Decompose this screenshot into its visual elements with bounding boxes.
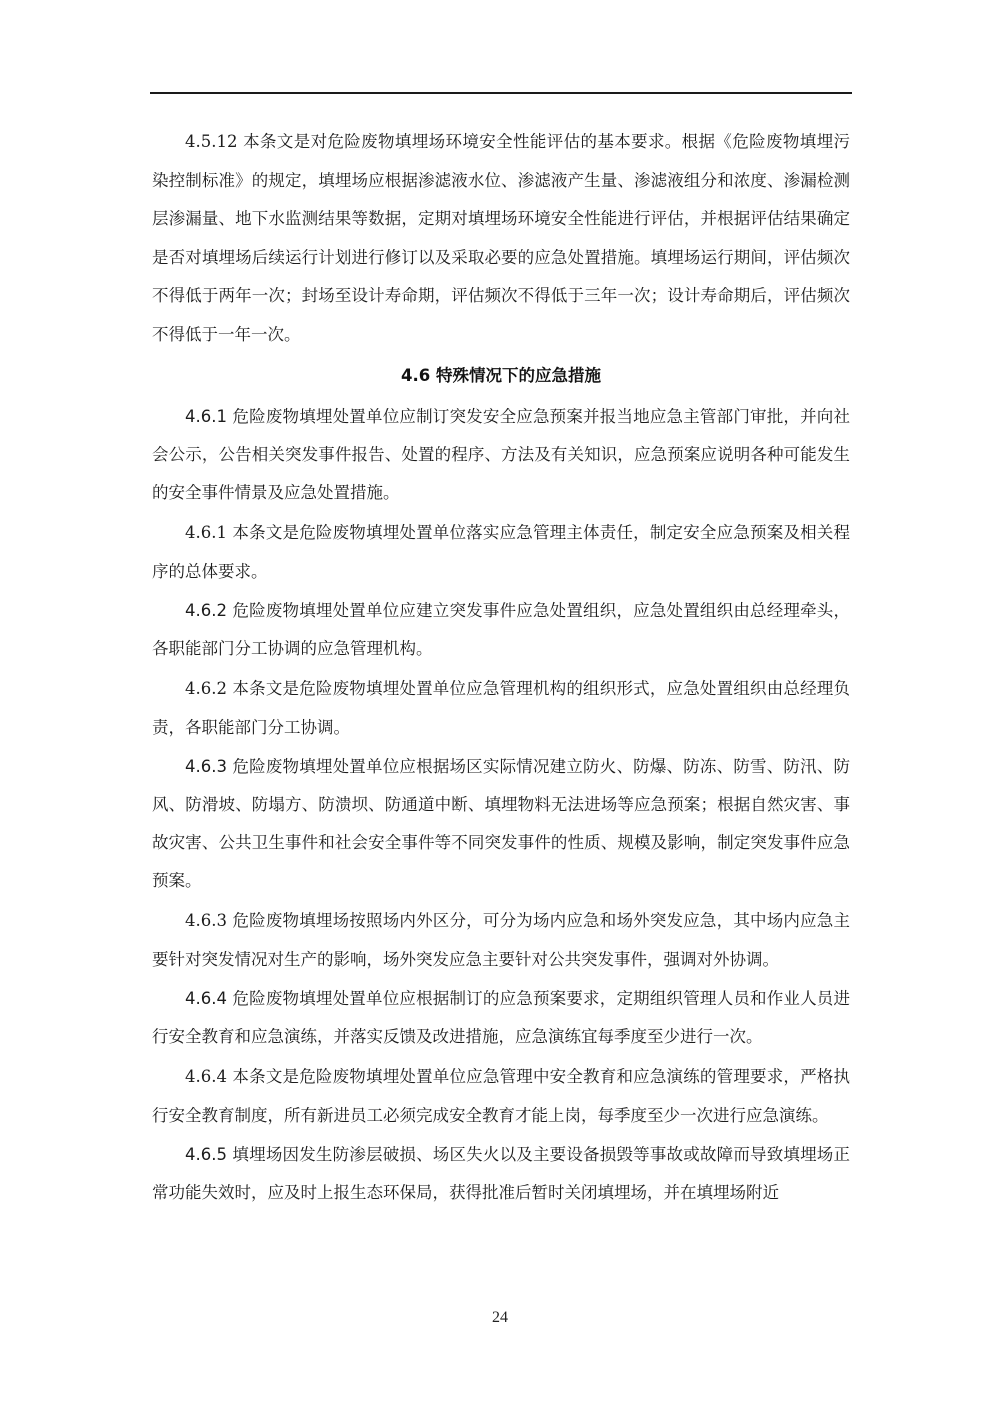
paragraph-4-6-4-commentary: 4.6.4 本条文是危险废物填埋处置单位应急管理中安全教育和应急演练的管理要求，严格执行安全教育制度，所有新进员工必须完成安全教育才能上岗，每季度至少一次进行应急演练。 [152,1067,850,1125]
section-heading-4-6: 4.6 特殊情况下的应急措施 [401,366,601,385]
paragraph-4-6-4: 4.6.4 危险废物填埋处置单位应根据制订的应急预案要求，定期组织管理人员和作业人员进行安全教育和应急演练，并落实反馈及改进措施，应急演练宜每季度至少进行一次。 [152,989,850,1046]
paragraph-4-6-3: 4.6.3 危险废物填埋处置单位应根据场区实际情况建立防火、防爆、防冻、防雪、防汛、防风、防滑坡、防塌方、防溃坝、防通道中断、填埋物料无法进场等应急预案；根据自然灾害、事故灾害、公共卫生事件和社会安全事件等不同突发事件的性质、规模及影响，制定突发事件应急预案。 [152,757,850,890]
paragraph-4-6-1-commentary: 4.6.1 本条文是危险废物填埋处置单位落实应急管理主体责任，制定安全应急预案及相关程序的总体要求。 [152,523,850,581]
paragraph-4-6-2: 4.6.2 危险废物填埋处置单位应建立突发事件应急处置组织，应急处置组织由总经理牵头，各职能部门分工协调的应急管理机构。 [152,601,850,658]
paragraph-4-6-5: 4.6.5 填埋场因发生防渗层破损、场区失火以及主要设备损毁等事故或故障而导致填埋场正常功能失效时，应及时上报生态环保局，获得批准后暂时关闭填埋场，并在填埋场附近 [152,1145,850,1202]
paragraph-4-6-1: 4.6.1 危险废物填埋处置单位应制订突发安全应急预案并报当地应急主管部门审批，并向社会公示，公告相关突发事件报告、处置的程序、方法及有关知识，应急预案应说明各种可能发生的安全事件情景及应急处置措施。 [152,407,850,502]
header-rule [150,92,852,94]
paragraph-4-6-3-commentary: 4.6.3 危险废物填埋场按照场内外区分，可分为场内应急和场外突发应急，其中场内应急主要针对突发情况对生产的影响，场外突发应急主要针对公共突发事件，强调对外协调。 [152,911,850,969]
page-number: 24 [492,1309,508,1326]
paragraph-4-5-12-commentary: 4.5.12 本条文是对危险废物填埋场环境安全性能评估的基本要求。根据《危险废物填埋污染控制标准》的规定，填埋场应根据渗滤液水位、渗滤液产生量、渗滤液组分和浓度、渗漏检测层渗漏量、地下水监测结果等数据，定期对填埋场环境安全性能进行评估，并根据评估结果确定是否对填埋场后续运行计划进行修订以及采取必要的应急处置措施。填埋场运行期间，评估频次不得低于两年一次；封场至设计寿命期，评估频次不得低于三年一次；设计寿命期后，评估频次不得低于一年一次。 [152,132,850,344]
page-body [152,123,850,1214]
paragraph-4-6-2-commentary: 4.6.2 本条文是危险废物填埋处置单位应急管理机构的组织形式，应急处置组织由总经理负责，各职能部门分工协调。 [152,679,850,737]
